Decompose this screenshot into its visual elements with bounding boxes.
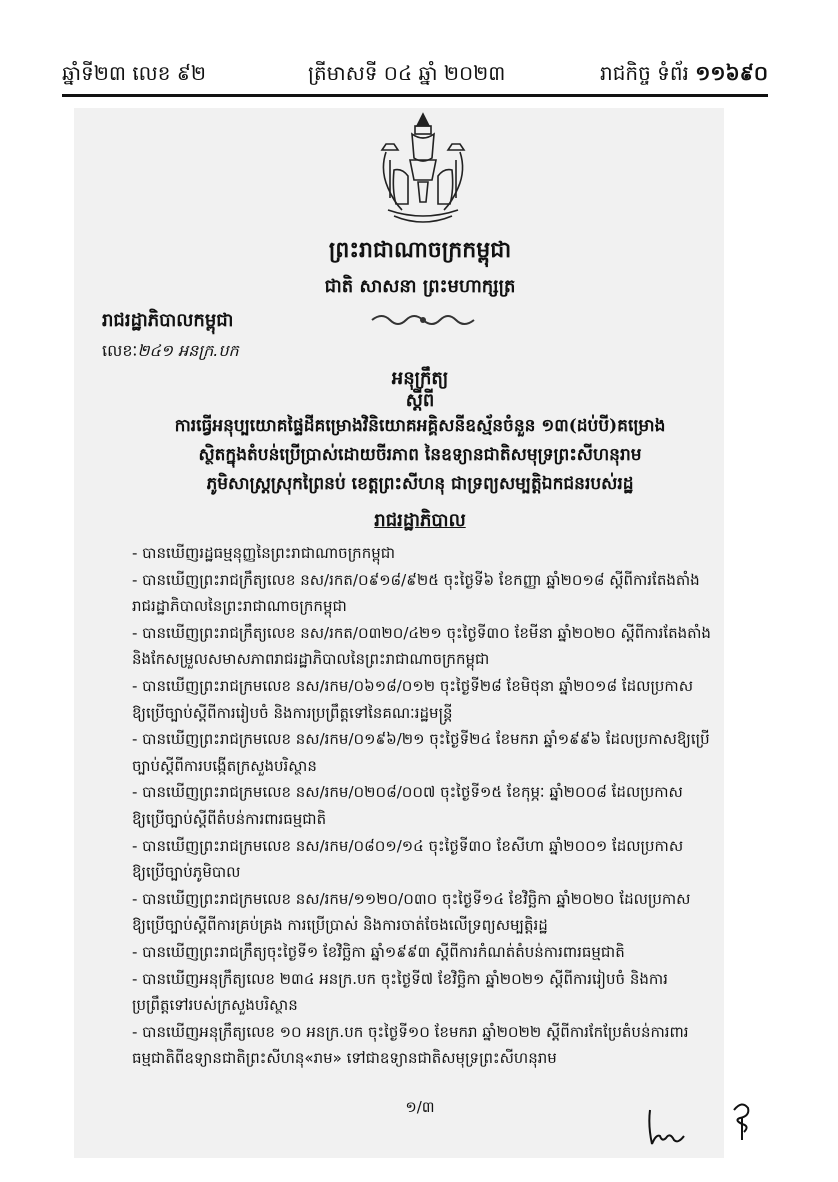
- gazette-page-label: [600, 60, 768, 90]
- visa-line: ធម្មជាតិពីឧទ្យានជាតិព្រះសីហនុ«រាម» ទៅជាឧទ្យានជាតិសមុទ្រព្រះសីហនុរាម: [132, 1049, 557, 1068]
- reference-label: លេខៈ: [102, 341, 138, 360]
- gazette-quarter-label: ត្រីមាសទី ០៤ ឆ្នាំ ២០២៣: [308, 61, 506, 85]
- gazette-issue-label: ឆ្នាំទី២៣ លេខ ៩២: [62, 61, 207, 85]
- visa-line: - បានឃើញព្រះរាជក្រមលេខ នស/រកម/០៨០១/១៤ ចុះថ្ងៃទី៣០ ខែសីហា ឆ្នាំ២០០១ ដែលប្រកាស: [132, 836, 684, 855]
- handwritten-initial-icon: [728, 1098, 756, 1142]
- reference-number: [102, 340, 239, 364]
- reference-value: ២៤១ អនក្រ.បក: [137, 341, 239, 360]
- visa-line: ឱ្យប្រើច្បាប់ស្តីពីតំបន់ការពារធម្មជាតិ: [132, 809, 327, 828]
- visa-line: - បានឃើញអនុក្រឹត្យលេខ ១០ អនក្រ.បក ចុះថ្ងៃទី១០ ខែមករា ឆ្នាំ២០២២ ស្តីពីការកែប្រែតំបន់ការពារ: [132, 1022, 689, 1041]
- gazette-header: [62, 58, 768, 97]
- document-title: [102, 412, 738, 499]
- royal-coat-of-arms-icon: [368, 110, 478, 230]
- visa-line: - បានឃើញព្រះរាជក្រមលេខ នស/រកម/០២០៨/០០៧ ចុះថ្ងៃទី១៥ ខែកុម្ភៈ ឆ្នាំ២០០៨ ដែលប្រកាស: [132, 783, 683, 802]
- visa-line: - បានឃើញព្រះរាជក្រឹត្យចុះថ្ងៃទី១ ខែវិច្ឆិកា ឆ្នាំ១៩៩៣ ស្តីពីការកំណត់តំបន់ការពារធម្មជាតិ: [132, 942, 625, 961]
- national-motto: ជាតិ សាសនា ព្រះមហាក្សត្រ: [324, 276, 516, 297]
- visa-line: - បានឃើញអនុក្រឹត្យលេខ ២៣៤ អនក្រ.បក ចុះថ្ងៃទី៧ ខែវិច្ឆិកា ឆ្នាំ២០២១ ស្តីពីការរៀបចំ និងការ: [132, 969, 668, 988]
- visa-line: ច្បាប់ស្តីពីការបង្កើតក្រសួងបរិស្ថាន: [132, 756, 317, 775]
- page-number: ១/៣: [405, 1098, 435, 1116]
- handwritten-signature-icon: [644, 1106, 688, 1150]
- visa-line: ឱ្យប្រើច្បាប់ភូមិបាល: [132, 863, 241, 882]
- gazette-page-prefix: រាជកិច្ច ទំព័រ: [600, 61, 696, 85]
- issuing-authority: រាជរដ្ឋាភិបាលកម្ពុជា: [102, 310, 234, 331]
- document-about: ស្តីពី: [405, 390, 435, 411]
- title-line: ស្ថិតក្នុងតំបន់ប្រើប្រាស់ដោយចីរភាព នៃឧទ្យានជាតិសមុទ្រព្រះសីហនុរាម: [198, 445, 642, 465]
- visa-line: ឱ្យប្រើច្បាប់ស្តីពីការរៀបចំ និងការប្រព្រឹត្តទៅនៃគណៈរដ្ឋមន្ត្រី: [132, 703, 453, 722]
- gazette-page-number: ១១៦៩០: [695, 61, 768, 85]
- document-type: អនុក្រឹត្យ: [391, 368, 449, 389]
- legal-basis-list: [132, 540, 732, 1072]
- title-line: ការធ្វើអនុប្បយោគផ្ទៃដីគម្រោងវិនិយោគអគ្គិសនីឧស្ម័នចំនួន ១៣(ដប់បី)គម្រោង: [174, 416, 666, 436]
- government-heading: រាជរដ្ឋាភិបាល: [374, 510, 466, 531]
- visa-line: - បានឃើញព្រះរាជក្រមលេខ នស/រកម/០១៩៦/២១ ចុះថ្ងៃទី២៤ ខែមករា ឆ្នាំ១៩៩៦ ដែលប្រកាសឱ្យប្រើ: [132, 730, 710, 749]
- visa-line: - បានឃើញព្រះរាជក្រមលេខ នស/រកម/១១២០/០៣០ ចុះថ្ងៃទី១៤ ខែវិច្ឆិកា ឆ្នាំ២០២០ ដែលប្រកាស: [132, 889, 691, 908]
- title-line: ភូមិសាស្ត្រស្រុកព្រៃនប់ ខេត្តព្រះសីហនុ ជាទ្រព្យសម្បត្តិឯកជនរបស់រដ្ឋ: [206, 474, 634, 494]
- visa-line: - បានឃើញព្រះរាជក្រឹត្យលេខ នស/រកត/០៣២០/៤២១ ចុះថ្ងៃទី៣០ ខែមីនា ឆ្នាំ២០២០ ស្តីពីការតែងតាំង: [132, 623, 711, 642]
- visa-line: - បានឃើញព្រះរាជក្រឹត្យលេខ នស/រកត/០៩១៨/៩២៥ ចុះថ្ងៃទី៦ ខែកញ្ញា ឆ្នាំ២០១៨ ស្តីពីការតែងតាំង: [132, 570, 700, 589]
- visa-line: ប្រព្រឹត្តទៅរបស់ក្រសួងបរិស្ថាន: [132, 996, 298, 1015]
- kingdom-name: ព្រះរាជាណាចក្រកម្ពុជា: [328, 237, 512, 263]
- visa-line: រាជរដ្ឋាភិបាលនៃព្រះរាជាណាចក្រកម្ពុជា: [132, 597, 347, 616]
- visa-line: ឱ្យប្រើច្បាប់ស្តីពីការគ្រប់គ្រង ការប្រើប្រាស់ និងការចាត់ចែងលើទ្រព្យសម្បត្តិរដ្ឋ: [132, 916, 548, 935]
- visa-line: - បានឃើញព្រះរាជក្រមលេខ នស/រកម/០៦១៨/០១២ ចុះថ្ងៃទី២៨ ខែមិថុនា ឆ្នាំ២០១៨ ដែលប្រកាស: [132, 676, 693, 695]
- decorative-divider-icon: [368, 310, 478, 330]
- visa-line: - បានឃើញរដ្ឋធម្មនុញ្ញនៃព្រះរាជាណាចក្រកម្ពុជា: [132, 544, 396, 562]
- visa-line: និងកែសម្រួលសមាសភាពរាជរដ្ឋាភិបាលនៃព្រះរាជាណាចក្រកម្ពុជា: [132, 650, 490, 669]
